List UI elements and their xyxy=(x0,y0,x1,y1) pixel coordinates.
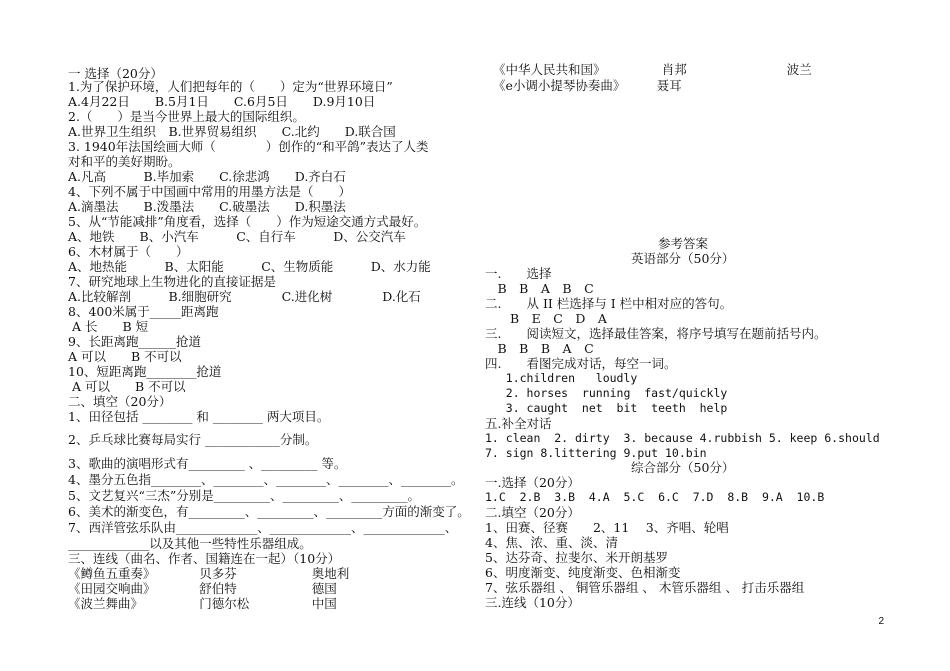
question-line: 10、短距离跑________抢道 xyxy=(68,364,222,379)
answer-heading: 四. 看图完成对话，每空一词。 xyxy=(485,356,677,371)
page-number: 2 xyxy=(878,616,884,627)
question-line: 2.（ ）是当今世界上最大的国际组织。 xyxy=(68,109,305,124)
answer-line: 1.children loudly xyxy=(485,371,638,385)
answer-line: 2. horses running fast/quickly xyxy=(485,386,728,400)
answer-heading: 五.补全对话 xyxy=(485,416,552,431)
option-line: A.比较解剖 B.细胞研究 C.进化树 D.化石 xyxy=(68,289,421,304)
option-line: A.世界卫生组织 B.世界贸易组织 C.北约 D.联合国 xyxy=(68,124,396,139)
answer-heading: 二.填空（20分） xyxy=(485,505,580,520)
section-heading: 一 选择（20分） xyxy=(68,66,163,81)
fill-blank-line: 2、乒乓球比赛每局实行 ____________分制。 xyxy=(68,432,318,447)
answer-heading: 二. 从 II 栏选择与 I 栏中相对应的答句。 xyxy=(485,296,733,311)
question-line: 4、下列不属于中国画中常用的用墨方法是（ ） xyxy=(68,184,351,199)
english-section-title: 英语部分（50分） xyxy=(631,251,735,266)
fill-blank-line: 5、文艺复兴“三杰”分别是_________、_________、_________。 xyxy=(68,488,420,503)
option-line: A、地热能 B、太阳能 C、生物质能 D、水力能 xyxy=(68,259,431,274)
answer-line: 1. clean 2. dirty 3. because 4.rubbish 5. keep 6.should xyxy=(485,431,880,445)
option-line: A.凡高 B.毕加索 C.徐悲鸿 D.齐白石 xyxy=(68,169,346,184)
answer-line: 7、弦乐器组 、 铜管乐器组 、 木管乐器组 、 打击乐器组 xyxy=(485,580,805,595)
answer-line: B B A B C xyxy=(485,281,594,296)
answer-heading: 三. 阅读短文，选择最佳答案，将序号填写在题前括号内。 xyxy=(485,326,827,341)
comprehensive-section-title: 综合部分（50分） xyxy=(631,460,735,475)
answer-line: B B B A C xyxy=(485,341,594,356)
question-line: 对和平的美好期盼。 xyxy=(68,154,181,169)
question-line: 8、400米属于_____距离跑 xyxy=(68,304,219,319)
answer-line: 1、田赛、径赛 2、11 3、齐唱、轮唱 xyxy=(485,520,729,535)
answer-line: 5、达芬奇、拉斐尔、米开朗基罗 xyxy=(485,550,668,565)
question-line: 6、木材属于（ ） xyxy=(68,244,189,259)
matching-row: 《中华人民共和国》 肖邦 波兰 xyxy=(493,62,812,77)
fill-blank-line: 4、墨分五色指________、________、________、________、________。 xyxy=(68,472,464,487)
option-line: A 可以 B 不可以 xyxy=(68,349,182,364)
answer-heading: 三.连线（10分） xyxy=(485,595,580,610)
option-line: A、地铁 B、小汽车 C、自行车 D、公交汽车 xyxy=(68,229,406,244)
matching-row: 《鳟鱼五重奏》 贝多芬 奥地利 xyxy=(68,566,350,581)
question-line: 9、长距离跑______抢道 xyxy=(68,334,201,349)
option-line: A.滴墨法 B.泼墨法 C.破墨法 D.积墨法 xyxy=(68,199,346,214)
question-line: 5、从“节能减排”角度看，选择（ ）作为短途交通方式最好。 xyxy=(68,214,427,229)
option-line: A 可以 B 不可以 xyxy=(68,379,186,394)
matching-row: 《波兰舞曲》 门德尔松 中国 xyxy=(68,596,337,611)
option-line: A 长 B 短 xyxy=(68,319,149,334)
matching-row: 《田园交响曲》 舒伯特 德国 xyxy=(68,581,337,596)
matching-row: 《e小调小提琴协奏曲》 聂耳 xyxy=(493,78,682,93)
fill-blank-line: 7、西洋管弦乐队由_____________、_____________、_____________、 xyxy=(68,520,458,535)
fill-blank-line: 6、美术的渐变色，有_________、_________、_________方面的渐变了。 xyxy=(68,504,470,519)
answer-key-title: 参考答案 xyxy=(658,236,709,251)
fill-blank-line: 1、田径包括 ________ 和 ________ 两大项目。 xyxy=(68,409,330,424)
answer-line: 4、焦、浓、重、淡、清 xyxy=(485,535,618,550)
question-line: 1.为了保护环境，人们把每年的（ ）定为“世界环境日” xyxy=(68,79,393,94)
fill-blank-line: _____________以及其他一些特性乐器组成。 xyxy=(68,536,312,551)
question-line: 7、研究地球上生物进化的直接证据是 xyxy=(68,274,276,289)
answer-heading: 一.选择（20分） xyxy=(485,475,580,490)
answer-line: 7. sign 8.littering 9.put 10.bin xyxy=(485,446,707,460)
answer-heading: 一. 选择 xyxy=(485,266,552,281)
answer-line: B E C D A xyxy=(485,311,607,326)
section-heading: 三、连线（曲名、作者、国籍连在一起）（10分） xyxy=(68,551,341,566)
question-line: 3. 1940年法国绘画大师（ ）创作的“和平鸽”表达了人类 xyxy=(68,139,429,154)
section-heading: 二、填空（20分） xyxy=(68,394,172,409)
answer-line: 1.C 2.B 3.B 4.A 5.C 6.C 7.D 8.B 9.A 10.B xyxy=(485,490,825,504)
answer-line: 3. caught net bit teeth help xyxy=(485,401,728,415)
answer-line: 6、明度渐变、纯度渐变、色相渐变 xyxy=(485,565,681,580)
option-line: A.4月22日 B.5月1日 C.6月5日 D.9月10日 xyxy=(68,94,376,109)
fill-blank-line: 3、歌曲的演唱形式有_________ 、_________ 等。 xyxy=(68,456,347,471)
